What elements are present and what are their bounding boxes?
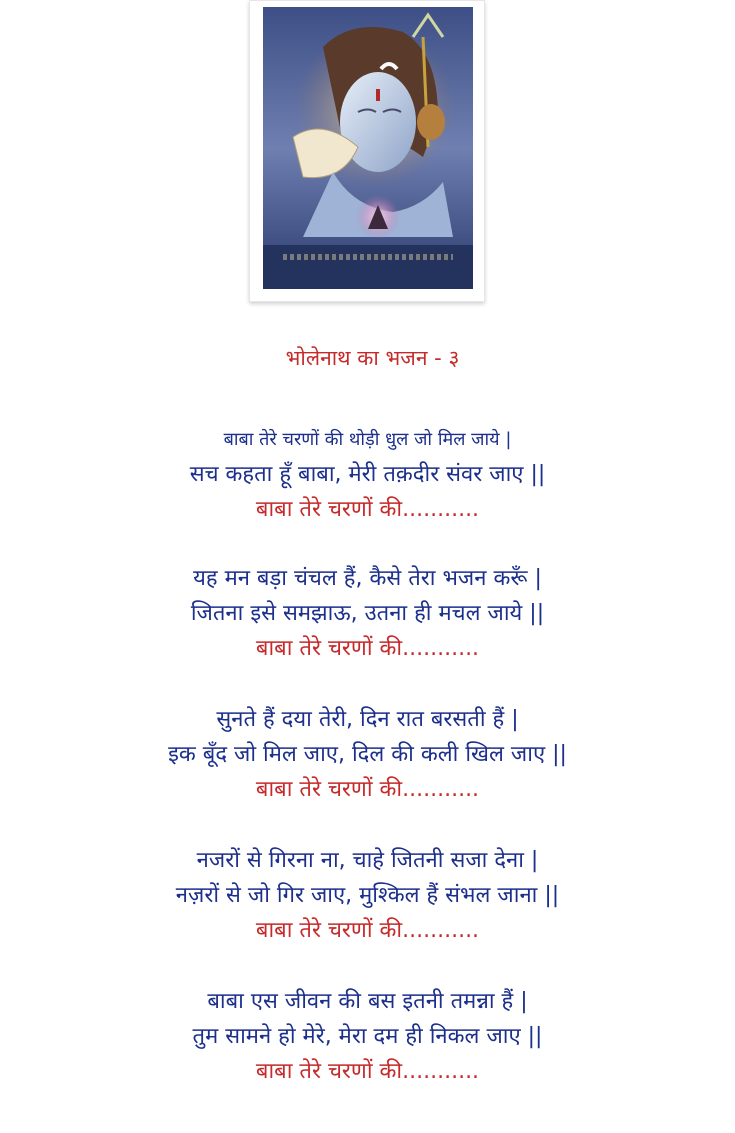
verse-line: नज़रों से जो गिर जाए, मुश्किल हैं संभल जाना || bbox=[175, 883, 560, 908]
verse-line: जितना इसे समझाऊ, उतना ही मचल जाये || bbox=[190, 601, 545, 626]
verse-refrain: बाबा तेरे चरणों की........... bbox=[255, 777, 480, 802]
verse-1 bbox=[0, 423, 735, 527]
verse-refrain: बाबा तेरे चरणों की........... bbox=[255, 497, 480, 522]
verse-5 bbox=[0, 984, 735, 1089]
bhajan-title: भोलेनाथ का भजन - ३ bbox=[285, 346, 460, 370]
verse-refrain: बाबा तेरे चरणों की........... bbox=[255, 918, 480, 943]
verse-line: सुनते हैं दया तेरी, दिन रात बरसती हैं | bbox=[216, 707, 519, 732]
verse-line: सच कहता हूँ बाबा, मेरी तक़दीर संवर जाए || bbox=[189, 462, 546, 487]
verse-refrain: बाबा तेरे चरणों की........... bbox=[255, 1059, 480, 1084]
verse-refrain: बाबा तेरे चरणों की........... bbox=[255, 636, 480, 661]
verse-line: यह मन बड़ा चंचल हैं, कैसे तेरा भजन करूँ | bbox=[193, 566, 542, 591]
verse-4 bbox=[0, 843, 735, 948]
verse-line: बाबा तेरे चरणों की थोड़ी धुल जो मिल जाये | bbox=[223, 429, 512, 450]
verse-line: बाबा एस जीवन की बस इतनी तमन्ना हैं | bbox=[207, 989, 528, 1014]
deity-image-frame bbox=[249, 0, 485, 302]
verse-2 bbox=[0, 561, 735, 666]
verse-line: नजरों से गिरना ना, चाहे जितनी सजा देना | bbox=[196, 848, 539, 873]
verse-3 bbox=[0, 702, 735, 807]
verse-line: तुम सामने हो मेरे, मेरा दम ही निकल जाए || bbox=[192, 1024, 543, 1049]
lord-shiva-image bbox=[263, 7, 473, 289]
verse-line: इक बूँद जो मिल जाए, दिल की कली खिल जाए || bbox=[168, 742, 567, 767]
